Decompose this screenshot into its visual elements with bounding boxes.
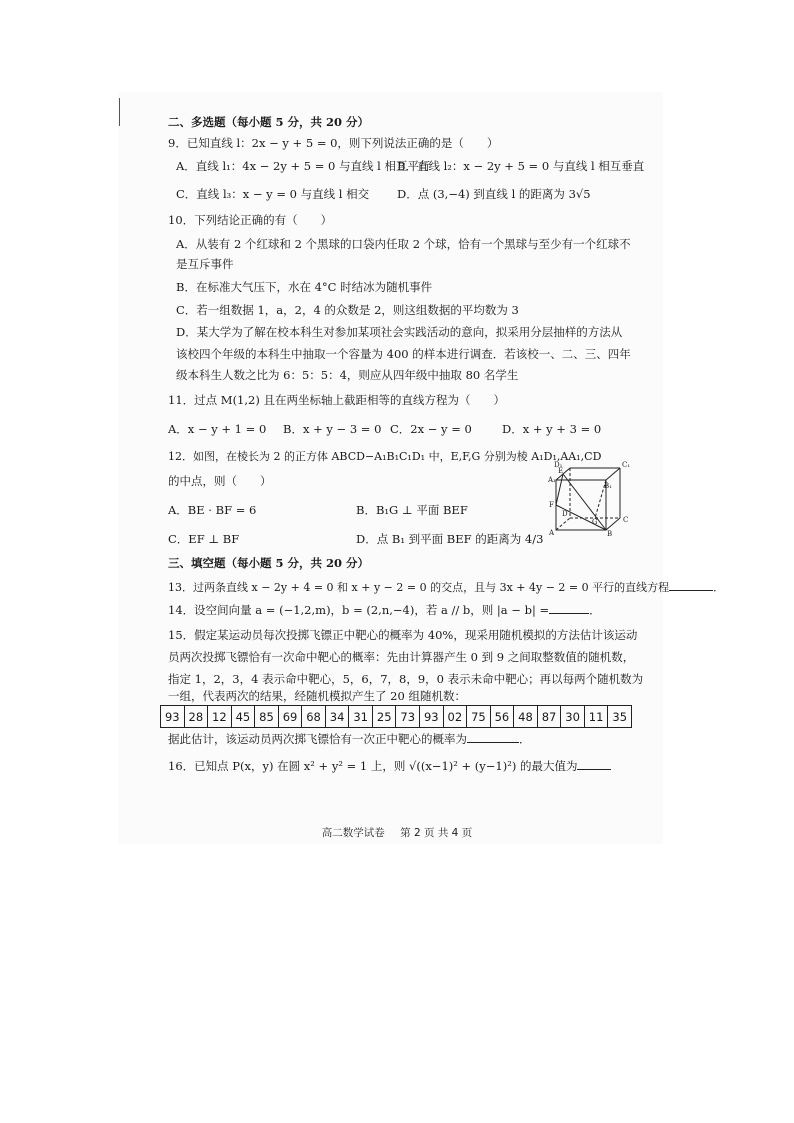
random-number-cell: 87 xyxy=(537,706,561,728)
section-heading-multiple-choice: 二、多选题（每小题 5 分，共 20 分） xyxy=(168,115,370,129)
question-16-text: 16．已知点 P(x，y) 在圆 x² + y² = 1 上，则 √((x−1)² + (y−1)²) 的最大值为 xyxy=(168,759,578,773)
question-10-stem: 10．下列结论正确的有（ ） xyxy=(168,213,333,227)
random-number-cell: 25 xyxy=(372,706,396,728)
question-9-stem: 9．已知直线 l：2x − y + 5 = 0，则下列说法正确的是（ ） xyxy=(168,136,499,150)
page-footer xyxy=(0,825,794,840)
random-number-cell: 69 xyxy=(278,706,302,728)
question-12-stem-line1: 12．如图，在棱长为 2 的正方体 ABCD−A₁B₁C₁D₁ 中，E,F,G 分别为棱 A₁D₁,AA₁,CD xyxy=(168,450,602,463)
random-number-cell: 93 xyxy=(161,706,185,728)
question-9-option-b: B．直线 l₂：x − 2y + 5 = 0 与直线 l 相互垂直 xyxy=(397,159,645,173)
random-number-cell: 30 xyxy=(561,706,585,728)
cube-label: E xyxy=(558,467,564,475)
question-15-line1: 15．假定某运动员每次投掷飞镖正中靶心的概率为 40%，现采用随机模拟的方法估计该运动 xyxy=(168,628,638,642)
cube-label: G xyxy=(592,518,598,526)
footer-page-number: 第 2 页 共 4 页 xyxy=(400,827,473,839)
random-number-cell: 02 xyxy=(443,706,467,728)
question-10-option-b: B．在标准大气压下，水在 4°C 时结冰为随机事件 xyxy=(176,280,433,294)
random-number-cell: 35 xyxy=(608,706,632,728)
question-12-option-b: B．B₁G ⊥ 平面 BEF xyxy=(356,503,468,517)
random-number-cell: 85 xyxy=(255,706,279,728)
random-number-row xyxy=(161,706,632,728)
random-number-cell: 48 xyxy=(514,706,538,728)
question-10-option-a-line2: 是互斥事件 xyxy=(176,257,234,271)
question-13: 13．过两条直线 x − 2y + 4 = 0 和 x + y − 2 = 0 的交点，且与 3x + 4y − 2 = 0 平行的直线方程 ． xyxy=(168,578,724,596)
random-number-cell: 45 xyxy=(231,706,255,728)
question-13-text: 13．过两条直线 x − 2y + 4 = 0 和 x + y − 2 = 0 的交点，且与 3x + 4y − 2 = 0 平行的直线方程 xyxy=(168,581,670,594)
random-number-cell: 11 xyxy=(584,706,608,728)
question-14: 14．设空间向量 a = (−1,2,m)，b = (2,n,−4)，若 a // b，则 |a − b| = ． xyxy=(168,603,601,617)
cube-label: A xyxy=(549,529,555,536)
answer-blank-16[interactable] xyxy=(577,757,611,770)
random-number-cell: 12 xyxy=(208,706,232,728)
question-12-option-c: C．EF ⊥ BF xyxy=(168,532,240,546)
cube-label: D xyxy=(562,510,568,518)
question-15-after: 据此估计，该运动员两次掷飞镖恰有一次正中靶心的概率为 ． xyxy=(168,732,531,746)
answer-blank-13[interactable] xyxy=(669,578,713,591)
cube-label: D₁ xyxy=(554,461,563,469)
question-10-option-c: C．若一组数据 1，a，2，4 的众数是 2，则这组数据的平均数为 3 xyxy=(176,303,519,317)
question-15-line2: 员两次投掷飞镖恰有一次命中靶心的概率：先由计算器产生 0 到 9 之间取整数值的随机数， xyxy=(168,650,635,664)
random-number-cell: 93 xyxy=(420,706,444,728)
question-10-option-d-line2: 该校四个年级的本科生中抽取一个容量为 400 的样本进行调查．若该校一、二、三、四年 xyxy=(176,347,631,361)
question-15-line4: 一组，代表两次的结果，经随机模拟产生了 20 组随机数： xyxy=(168,689,466,703)
question-11-option-a: A．x − y + 1 = 0 xyxy=(168,422,267,436)
question-12-stem-line2: 的中点，则（ ） xyxy=(168,474,272,488)
random-number-cell: 28 xyxy=(184,706,208,728)
cube-label: F xyxy=(549,501,554,509)
section-heading-fill-in: 三、填空题（每小题 5 分，共 20 分） xyxy=(168,556,370,570)
question-14-text: 14．设空间向量 a = (−1,2,m)，b = (2,n,−4)，若 a // b，则 |a − b| = xyxy=(168,603,550,617)
question-10-option-d-line1: D．某大学为了解在校本科生对参加某项社会实践活动的意向，拟采用分层抽样的方法从 xyxy=(176,325,623,339)
random-number-table xyxy=(160,705,632,728)
cube-label: C₁ xyxy=(622,461,631,469)
scan-edge xyxy=(119,98,120,126)
question-12-option-a: A．BE · BF = 6 xyxy=(168,503,257,517)
random-number-cell: 34 xyxy=(325,706,349,728)
random-number-cell: 31 xyxy=(349,706,373,728)
footer-subject: 高二数学试卷 xyxy=(321,827,385,839)
cube-diagram xyxy=(548,460,636,536)
random-number-cell: 73 xyxy=(396,706,420,728)
question-12-option-d: D．点 B₁ 到平面 BEF 的距离为 4/3 xyxy=(356,532,544,546)
question-9-option-a: A．直线 l₁：4x − 2y + 5 = 0 与直线 l 相互平行 xyxy=(176,159,431,173)
question-15-line3: 指定 1，2，3，4 表示命中靶心，5，6，7，8，9，0 表示未命中靶心；再以每两个随机数为 xyxy=(168,672,644,686)
cube-label: A₁ xyxy=(548,476,556,484)
question-16 xyxy=(168,757,611,774)
question-10-option-d-line3: 级本科生人数之比为 6：5：5：4，则应从四年级中抽取 80 名学生 xyxy=(176,368,519,382)
random-number-cell: 68 xyxy=(302,706,326,728)
answer-blank-15[interactable] xyxy=(467,730,519,743)
random-number-cell: 56 xyxy=(490,706,514,728)
cube-label: B₁ xyxy=(604,482,612,490)
cube-label: B xyxy=(607,530,613,536)
question-11-option-c: C．2x − y = 0 xyxy=(390,422,472,436)
question-11-stem: 11．过点 M(1,2) 且在两坐标轴上截距相等的直线方程为（ ） xyxy=(168,393,505,407)
question-11-option-d: D．x + y + 3 = 0 xyxy=(502,422,602,436)
question-15-after-text: 据此估计，该运动员两次掷飞镖恰有一次正中靶心的概率为 xyxy=(168,732,467,746)
question-9-option-d: D．点 (3,−4) 到直线 l 的距离为 3√5 xyxy=(397,187,591,201)
cube-label: C xyxy=(623,516,629,524)
question-11-option-b: B．x + y − 3 = 0 xyxy=(283,422,382,436)
question-10-option-a-line1: A．从装有 2 个红球和 2 个黑球的口袋内任取 2 个球，恰有一个黑球与至少有一个红球不 xyxy=(176,237,631,251)
answer-blank-14[interactable] xyxy=(549,601,589,614)
question-9-option-c: C．直线 l₃：x − y = 0 与直线 l 相交 xyxy=(176,187,370,201)
random-number-cell: 75 xyxy=(467,706,491,728)
